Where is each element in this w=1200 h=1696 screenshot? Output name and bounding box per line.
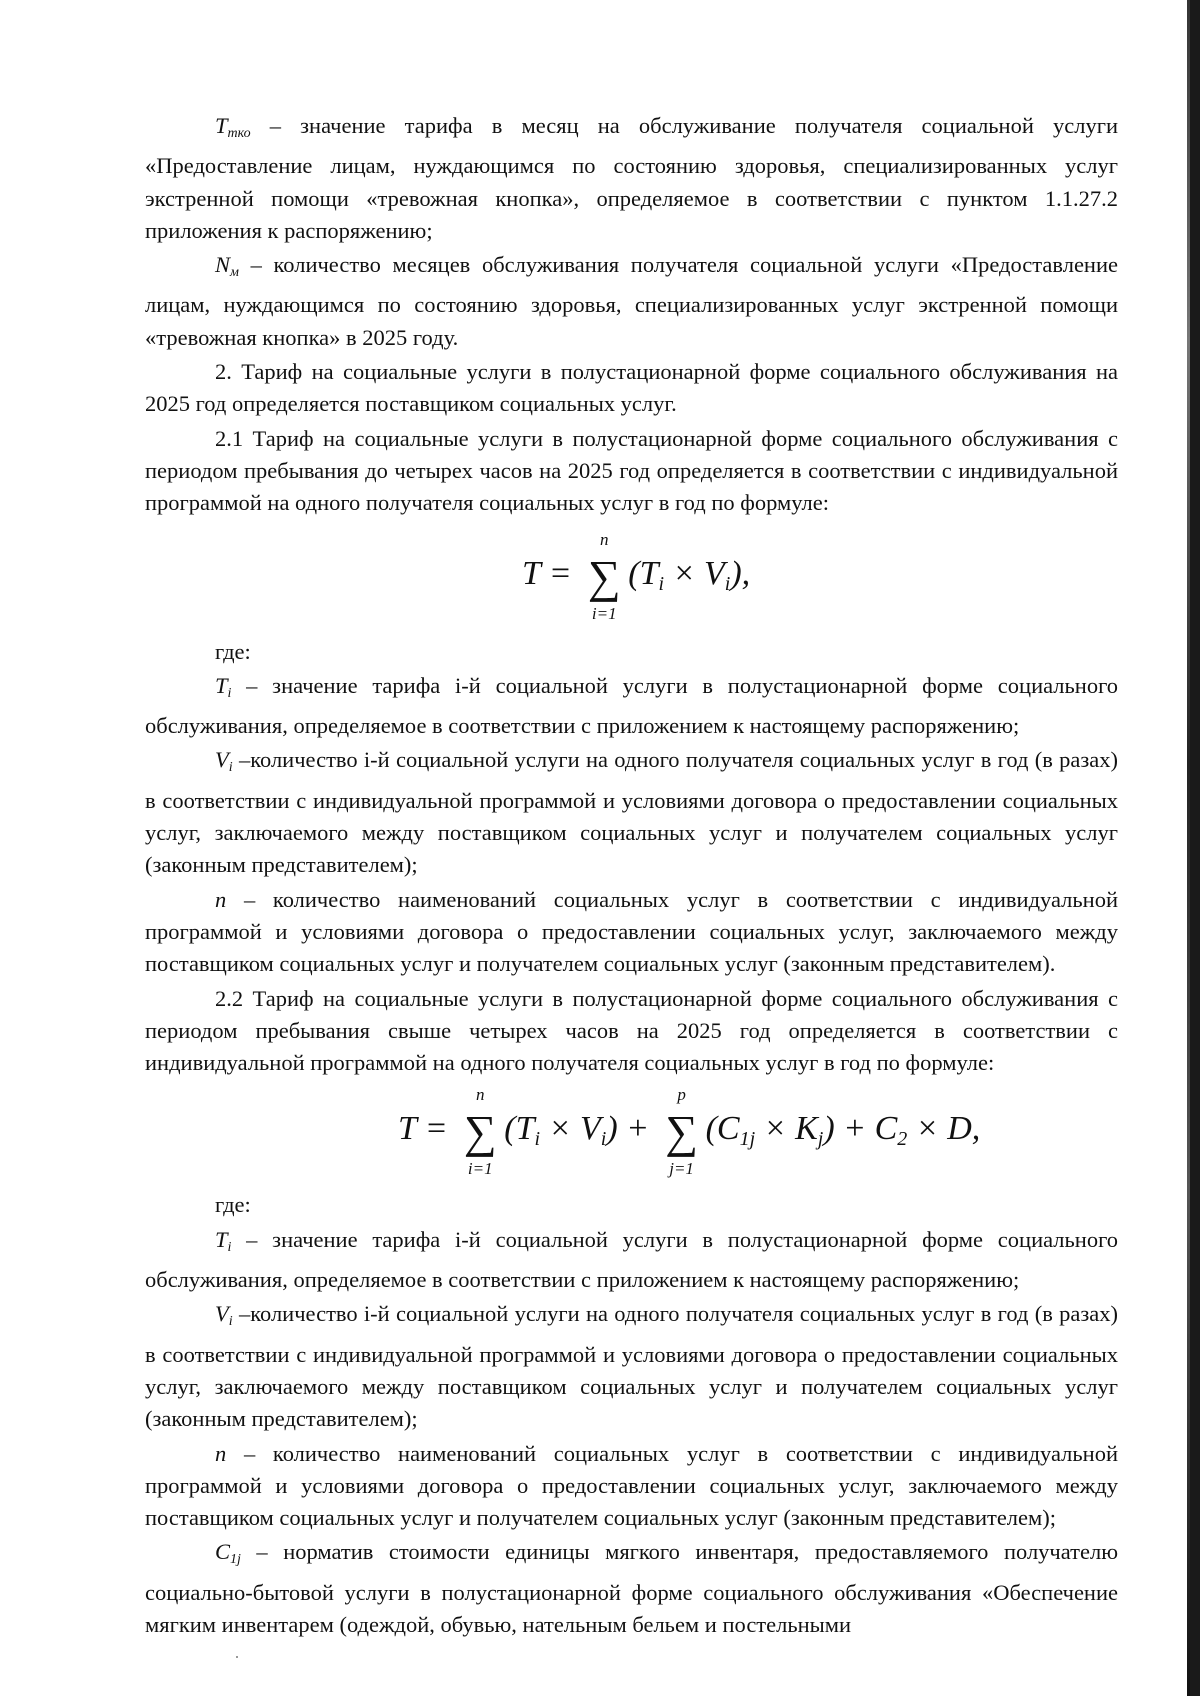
symbol: T [215, 113, 228, 138]
formula-subscript: i [724, 572, 731, 595]
symbol-subscript: i [227, 1239, 232, 1255]
paragraph-section-2-2: 2.2 Тариф на социальные услуги в полустационарной форме социального обслуживания с периодом пребывания свыше четырех часов на 2025 год определяется в соответствии с индивидуальной программой на одного получателя социальных услуг в год по формуле: [145, 985, 1118, 1076]
sum-lower-limit: i=1 [467, 1159, 493, 1179]
symbol: V [215, 747, 229, 773]
symbol: N [215, 252, 231, 278]
symbol-subscript: м [230, 265, 239, 281]
symbol-subscript: i [228, 1314, 233, 1330]
symbol: V [215, 1301, 229, 1327]
formula-term: ) + [606, 1110, 650, 1148]
paragraph-section-2: 2. Тариф на социальные услуги в полустационарной форме социального обслуживания на 2025 год определяется поставщиком социальных услуг. [145, 359, 1118, 417]
formula-lhs: T = [522, 554, 572, 592]
symbol-subscript: 1j [230, 1552, 241, 1568]
formula-term: (C [705, 1110, 740, 1148]
symbol: T [215, 1226, 228, 1252]
formula-1 [145, 520, 1118, 632]
scan-edge-shadow [1187, 0, 1190, 1696]
symbol-subscript: тко [227, 126, 251, 141]
sum-symbol: ∑ p j=1 [662, 1109, 702, 1155]
sum-lower-limit: i=1 [591, 603, 617, 623]
formula-subscript: i [600, 1128, 607, 1151]
paragraph-c-1j [145, 1536, 1118, 1641]
sum-symbol: ∑ n i=1 [584, 554, 624, 600]
paragraph-n-1 [145, 884, 1118, 981]
symbol-subscript: i [228, 760, 233, 776]
paragraph-text: – норматив стоимости единицы мягкого инвентаря, предоставляемого получателю социально-бытовой услуги в полустационарной форме социального обслуживания «Обеспечение мягким инвентарем (одеждой, обувью, нательным бельем и постельными [145, 1539, 1118, 1637]
scan-edge [1190, 0, 1200, 1696]
paragraph-text: – количество наименований социальных услуг в соответствии с индивидуальной программой и условиями договора о предоставлении социальных услуг, заключаемого между поставщиком социальных услуг и получателем социальных услуг (законным представителем). [145, 886, 1118, 977]
paragraph-v-i-1 [145, 744, 1118, 881]
paragraph-text: –количество i-й социальной услуги на одного получателя социальных услуг в год (в разах) в соответствии с индивидуальной программой и условиями договора о предоставлении социальных услуг, заключаемого между поставщиком социальных услуг и получателем социальных услуг (законным представителем); [145, 747, 1118, 878]
formula-2-expression [398, 1085, 981, 1179]
symbol: n [215, 886, 227, 912]
symbol: C [215, 1539, 231, 1565]
formula-term: × V [540, 1110, 601, 1148]
formula-subscript: 1j [739, 1128, 756, 1151]
symbol: n [215, 1440, 227, 1466]
symbol-subscript: i [227, 685, 232, 701]
sum-symbol: ∑ n i=1 [460, 1109, 500, 1155]
formula-2 [145, 1079, 1118, 1185]
formula-lhs: T = [398, 1110, 448, 1148]
paragraph-text: – значение тарифа i-й социальной услуги в полустационарной форме социального обслуживания, определяемое в соответствии с приложением к настоящему распоряжению; [145, 1226, 1118, 1293]
formula-subscript: j [817, 1128, 824, 1151]
formula-subscript: i [658, 572, 665, 595]
document-body [145, 110, 1118, 1641]
formula-term: × K [755, 1110, 818, 1148]
formula-term: (T [628, 554, 659, 592]
paragraph-t-tko [145, 110, 1118, 247]
paragraph-text: – значение тарифа в месяц на обслуживание получателя социальной услуги «Предоставление лицам, нуждающимся по состоянию здоровья, специализированных услуг экстренной помощи «тревожная кнопка», определяемое в соответствии с пунктом 1.1.27.2 приложения к распоряжению; [145, 113, 1118, 243]
paragraph-v-i-2 [145, 1298, 1118, 1435]
paragraph-section-2-1: 2.1 Тариф на социальные услуги в полустационарной форме социального обслуживания с периодом пребывания до четырех часов на 2025 год определяется в соответствии с индивидуальной программой на одного получателя социальных услуг в год по формуле: [145, 425, 1118, 516]
formula-term: (T [504, 1110, 535, 1148]
sum-lower-limit: j=1 [669, 1159, 694, 1179]
formula-subscript: 2 [897, 1128, 908, 1151]
where-label-1: где: [215, 638, 251, 664]
formula-subscript: i [534, 1128, 541, 1151]
scan-speck [236, 1656, 238, 1658]
formula-term: × D, [907, 1110, 981, 1148]
sum-upper-limit: p [677, 1085, 686, 1105]
paragraph-text: – количество наименований социальных услуг в соответствии с индивидуальной программой и условиями договора о предоставлении социальных услуг, заключаемого между поставщиком социальных услуг и получателем социальных услуг (законным представителем); [145, 1440, 1118, 1531]
paragraph-n-m [145, 249, 1118, 354]
where-label-2: где: [215, 1192, 251, 1218]
formula-term: ) + C [823, 1110, 898, 1148]
formula-term: ), [730, 554, 751, 592]
paragraph-text: – количество месяцев обслуживания получателя социальной услуги «Предоставление лицам, нуждающимся по состоянию здоровья, специализированных услуг экстренной помощи «тревожная кнопка» в 2025 году. [145, 252, 1118, 350]
symbol: T [215, 672, 228, 698]
sum-upper-limit: n [600, 529, 609, 549]
paragraph-text: –количество i-й социальной услуги на одного получателя социальных услуг в год (в разах) в соответствии с индивидуальной программой и условиями договора о предоставлении социальных услуг, заключаемого между поставщиком социальных услуг и получателем социальных услуг (законным представителем); [145, 1301, 1118, 1432]
formula-term: × V [664, 554, 725, 592]
paragraph-text: – значение тарифа i-й социальной услуги в полустационарной форме социального обслуживания, определяемое в соответствии с приложением к настоящему распоряжению; [145, 672, 1118, 739]
formula-1-expression [522, 529, 751, 623]
paragraph-t-i-1 [145, 670, 1118, 743]
sum-upper-limit: n [476, 1085, 485, 1105]
paragraph-n-2 [145, 1438, 1118, 1535]
paragraph-t-i-2 [145, 1224, 1118, 1297]
